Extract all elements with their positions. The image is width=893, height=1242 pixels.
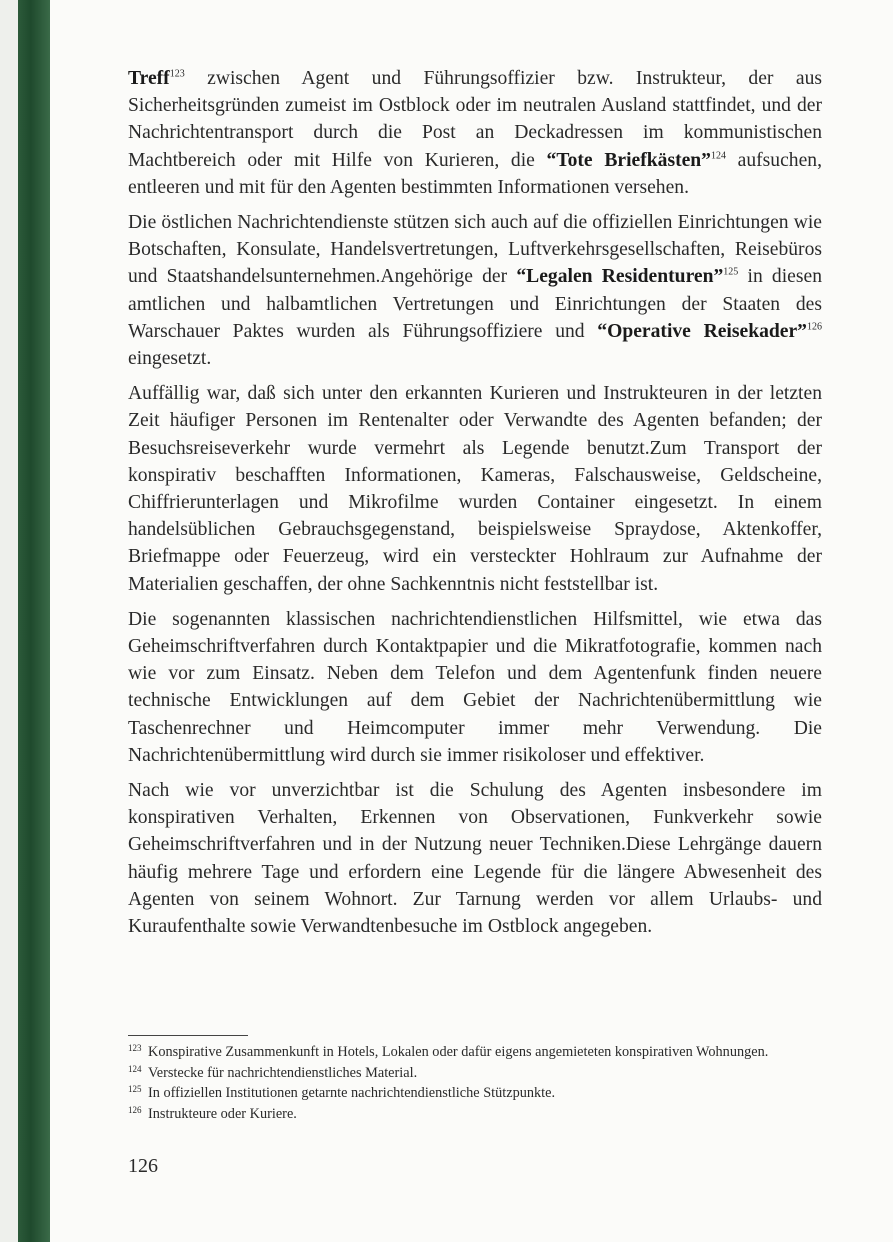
footnote-text: Verstecke für nachrichtendienstliches Material. xyxy=(148,1064,418,1081)
paragraph-text: zwischen Agent und Führungsoffizier bzw. Instrukteur, der aus Sicherheitsgründen zumeist im Ostblock oder im neutralen Ausland stattfindet, und der Nachrichtentransport durch die Post an Deckadressen im kommunistischen Machtbereich oder mit Hilfe von Kurieren, die xyxy=(128,68,822,171)
term-tote-briefkaesten: “Tote Briefkästen” xyxy=(546,149,711,171)
paragraph-4 xyxy=(128,606,822,769)
paragraph-text: in diesen amtlichen und halbamtlichen Vertretungen und Einrichtungen der Staaten des Warschauer Paktes wurden als Führungsoffiziere und xyxy=(128,266,822,342)
book-spine-edge xyxy=(18,0,50,1242)
footnote-divider xyxy=(128,1035,248,1036)
paragraph-2 xyxy=(128,209,822,372)
paragraph-text: Nach wie vor unverzichtbar ist die Schulung des Agenten insbesondere im konspirativen Verhalten, Erkennen von Observationen, Funkverkehr sowie Geheimschriftverfahren und in der Nutzung neuer Techniken.Diese Lehrgänge dauern häufig mehrere Tage und erfordern eine Legende für die längere Abwesenheit des Agenten von seinem Wohnort. Zur Tarnung werden vor allem Urlaubs- und Kuraufenthalte sowie Verwandtenbesuche im Ostblock angegeben. xyxy=(128,780,822,938)
body-text xyxy=(128,65,822,948)
paragraph-text: aufsuchen, entleeren und mit für den Agenten bestimmten Informationen versehen. xyxy=(128,149,822,198)
page-number: 126 xyxy=(128,1155,158,1177)
paragraph-text: Die sogenannten klassischen nachrichtendienstlichen Hilfsmittel, wie etwa das Geheimschriftverfahren durch Kontaktpapier und die Mikratfotografie, kommen nach wie vor zum Einsatz. Neben dem Telefon und dem Agentenfunk finden neuere technische Entwicklungen auf dem Gebiet der Nachrichtenübermittlung wie Taschenrechner und Heimcomputer immer mehr Verwendung. Die Nachrichtenübermittlung wird durch sie immer risikoloser und effektiver. xyxy=(128,608,822,766)
footnotes xyxy=(128,1043,828,1125)
footnote-number: 125 xyxy=(128,1084,142,1094)
paragraph-1 xyxy=(128,65,822,201)
term-treff: Treff xyxy=(128,68,170,89)
footnote-text: Konspirative Zusammenkunft in Hotels, Lokalen oder dafür eigens angemieteten konspirativen Wohnungen. xyxy=(148,1044,769,1060)
paragraph-text: eingesetzt. xyxy=(128,348,212,370)
footnote-ref-126[interactable]: 126 xyxy=(806,321,822,333)
paragraph-text: Auffällig war, daß sich unter den erkannten Kurieren und Instrukteuren in der letzten Zeit häufiger Personen im Rentenalter oder Verwandte des Agenten befanden; der Besuchsreiseverkehr wurde vermehrt als Legende benutzt.Zum Transport der konspirativ beschafften Informationen, Kameras, Falschausweise, Geldscheine, Chiffrierunterlagen und Mikrofilme wurden Container eingesetzt. In einem handelsüblichen Gebrauchsgegenstand, beispielsweise Spraydose, Aktenkoffer, Briefmappe oder Feuerzeug, wird ein versteckter Hohlraum zur Aufnahme der Materialien geschaffen, der ohne Sachkenntnis nicht feststellbar ist. xyxy=(128,383,822,595)
footnote-124 xyxy=(128,1064,828,1084)
term-legale-residenturen: “Legalen Residenturen” xyxy=(516,266,724,288)
footnote-text: Instrukteure oder Kuriere. xyxy=(148,1105,297,1122)
footnote-number: 123 xyxy=(128,1043,142,1053)
footnote-ref-124[interactable]: 124 xyxy=(710,150,726,162)
footnote-ref-123[interactable]: 123 xyxy=(169,68,185,80)
paragraph-text: Die östlichen Nachrichtendienste stützen sich auch auf die offiziellen Einrichtungen wie Botschaften, Konsulate, Handelsvertretungen, Luftverkehrsgesellschaften, Reisebüros und Staatshandelsunternehmen.Angehörige der xyxy=(128,212,822,288)
term-operative-reisekader: “Operative Reisekader” xyxy=(597,320,807,342)
footnote-text: In offiziellen Institutionen getarnte nachrichtendienstliche Stützpunkte. xyxy=(148,1085,556,1101)
footnote-126 xyxy=(128,1105,828,1125)
paragraph-3 xyxy=(128,380,822,598)
footnote-123 xyxy=(128,1043,828,1063)
footnote-number: 126 xyxy=(128,1104,142,1115)
footnote-ref-125[interactable]: 125 xyxy=(723,266,739,278)
paragraph-5 xyxy=(128,777,822,940)
footnote-125 xyxy=(128,1084,828,1104)
footnote-number: 124 xyxy=(128,1063,142,1074)
